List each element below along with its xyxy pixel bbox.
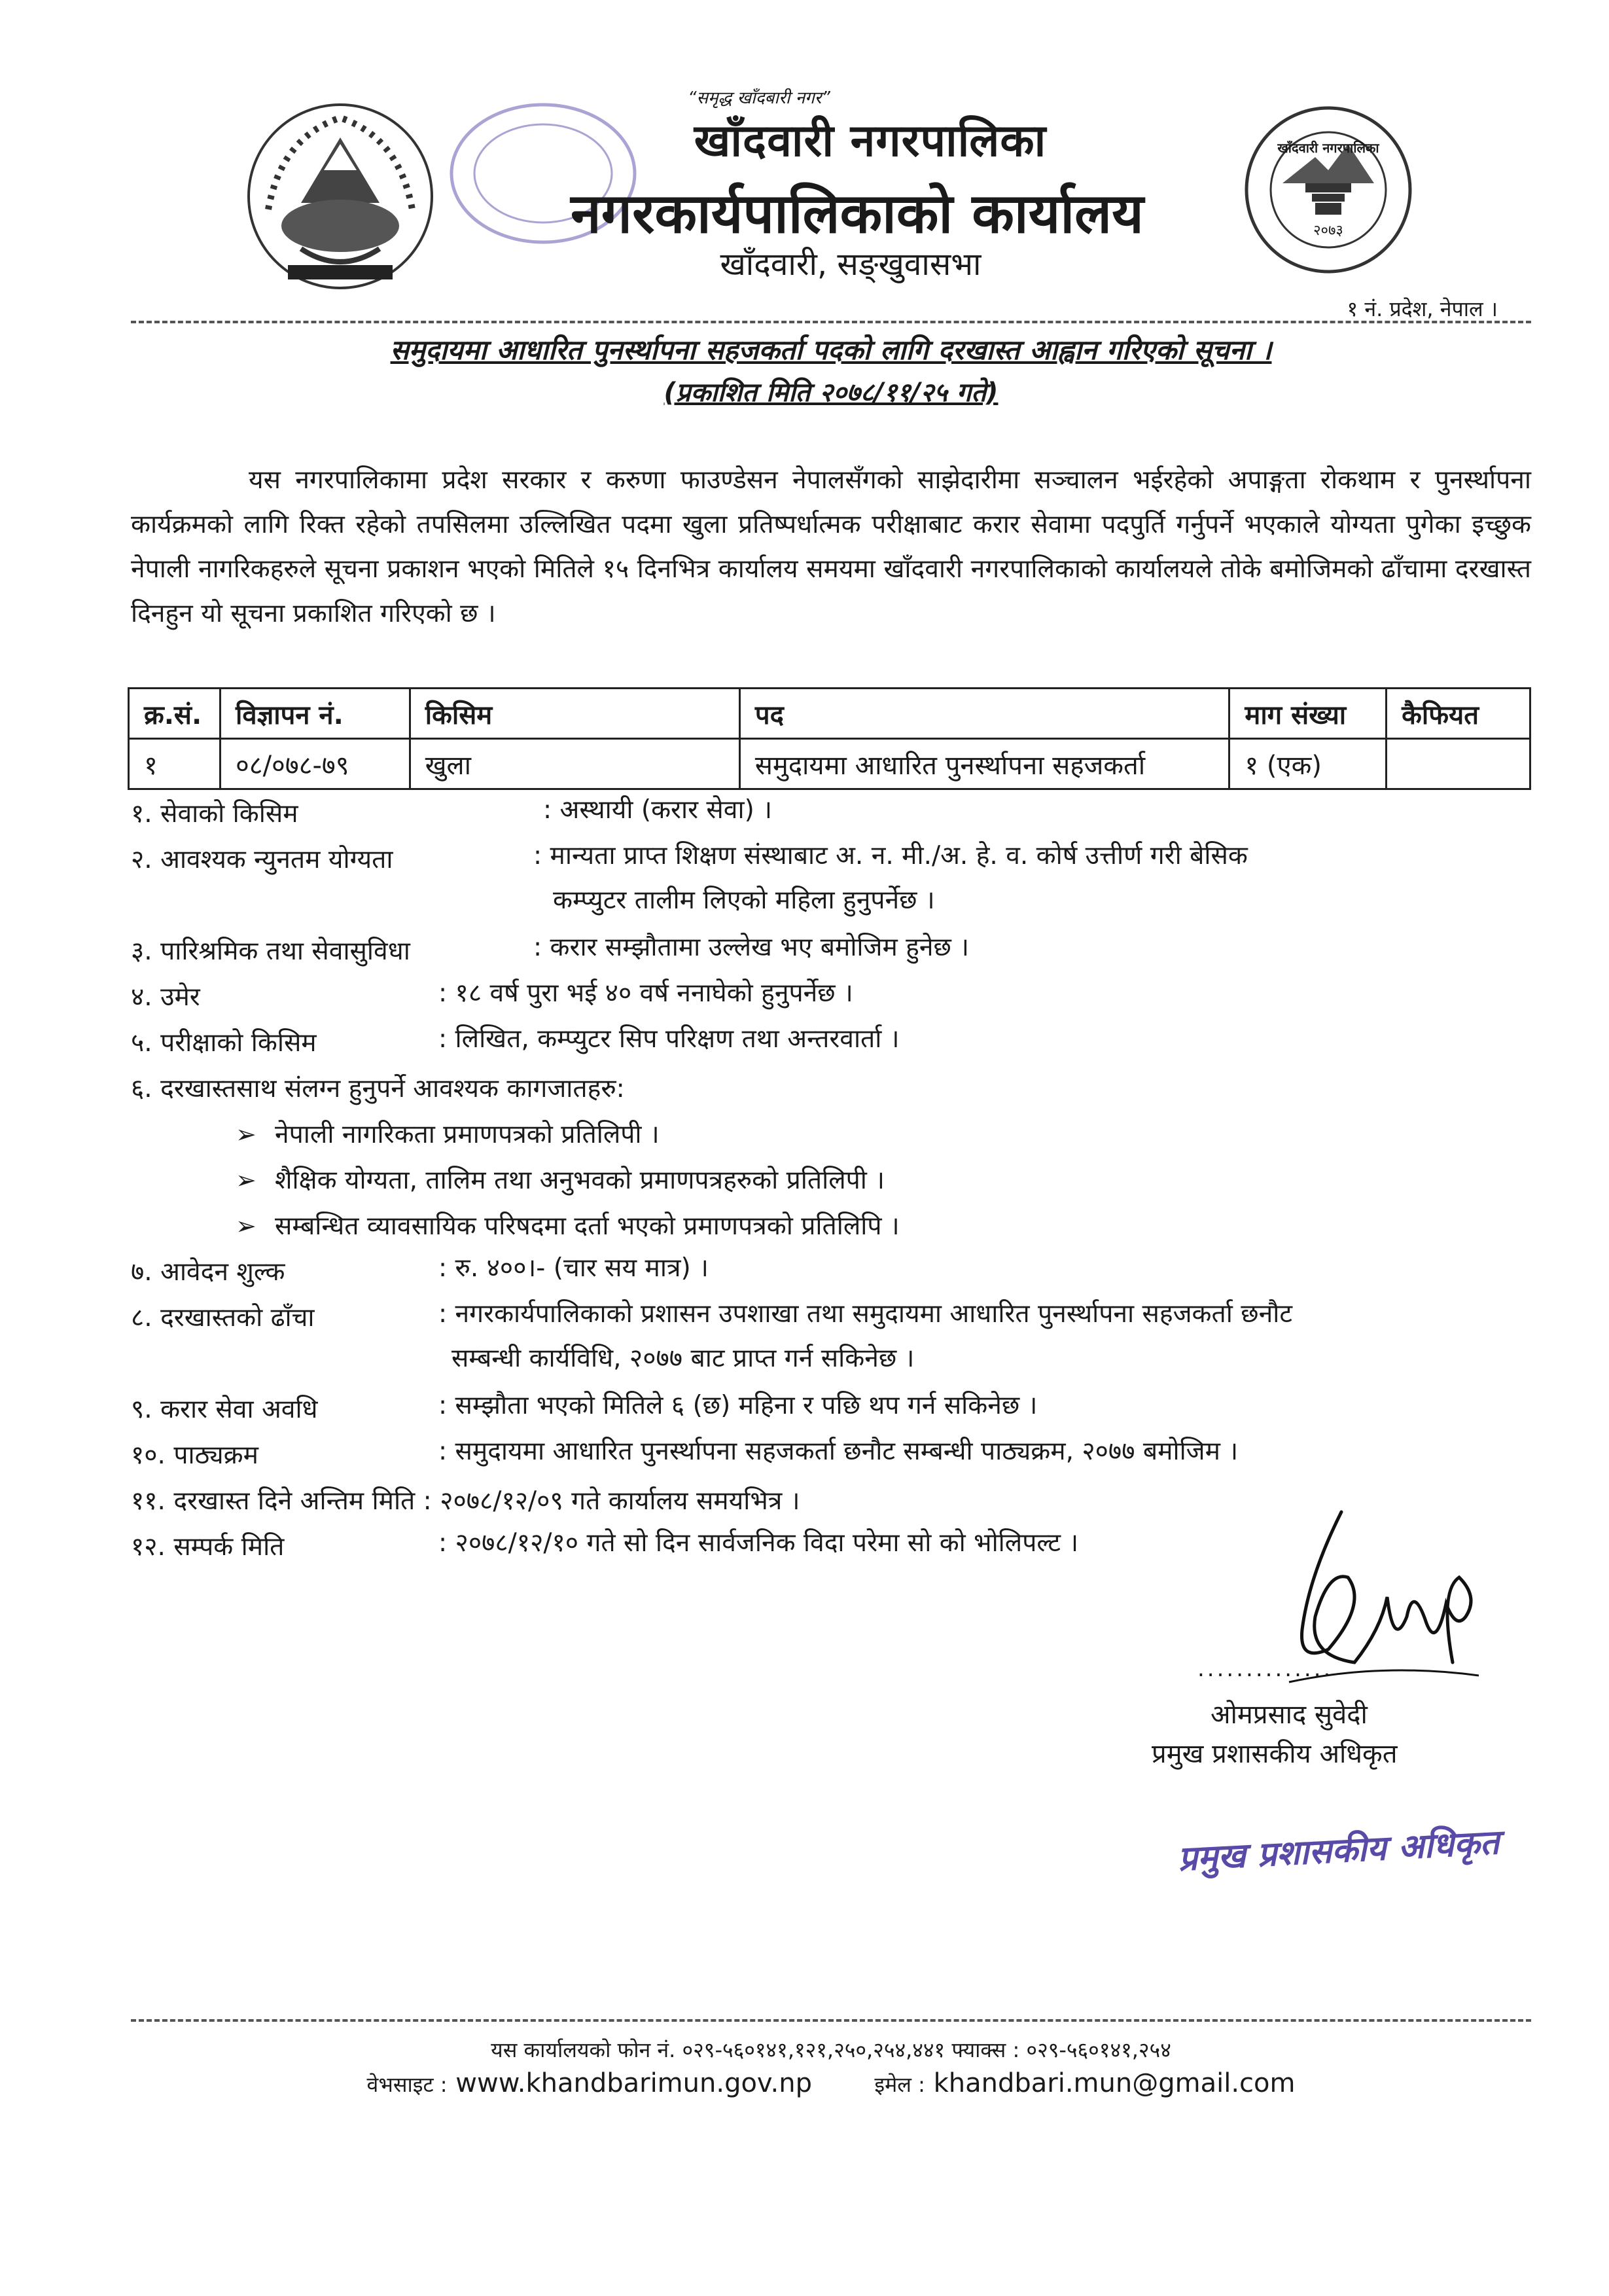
officer-stamp: प्रमुख प्रशासकीय अधिकृत xyxy=(1176,1823,1500,1879)
item-8-value-cont: सम्बन्धी कार्यविधि, २०७७ बाट प्राप्त गर्न सकिनेछ । xyxy=(451,1344,915,1373)
province-label: १ नं. प्रदेश, नेपाल । xyxy=(1347,296,1498,321)
email-link[interactable]: khandbari.mun@gmail.com xyxy=(933,2068,1296,2098)
logo-year: २०७३ xyxy=(1313,223,1343,239)
col-remarks: कैफियत xyxy=(1387,689,1530,739)
office-location: खाँदवारी, सङ्‌खुवासभा xyxy=(720,246,981,283)
municipality-logo xyxy=(1243,105,1413,275)
item-1-label: १. सेवाको किसिम xyxy=(131,799,298,829)
table-row xyxy=(129,739,1530,789)
item-12-value: : २०७८/१२/१० गते सो दिन सार्वजनिक विदा परेमा सो को भोलिपल्ट । xyxy=(438,1528,1079,1558)
cell-serial: १ xyxy=(129,739,221,789)
item-4-value: : १८ वर्ष पुरा भई ४० वर्ष ननाघेको हुनुपर्नेछ । xyxy=(438,978,853,1008)
website-label: वेभसाइट : xyxy=(366,2072,448,2097)
doc-item: ➢ सम्बन्धित व्यावसायिक परिषदमा दर्ता भएको प्रमाणपत्रको प्रतिलिपि । xyxy=(236,1211,900,1241)
cell-post: समुदायमा आधारित पुनर्स्थापना सहजकर्ता xyxy=(739,739,1229,789)
item-1-value: : अस्थायी (करार सेवा) । xyxy=(543,795,772,825)
cell-demand: १ (एक) xyxy=(1229,739,1387,789)
footer-contact: यस कार्यालयको फोन नं. ०२९-५६०१४१,१२१,२५०,२५४,४४१ फ्याक्स : ०२९-५६०१४१,२५४ xyxy=(491,2037,1171,2062)
item-9-value: : सम्झौता भएको मितिले ६ (छ) महिना र पछि थप गर्न सकिनेछ । xyxy=(438,1391,1038,1420)
item-2-value: : मान्यता प्राप्त शिक्षण संस्थाबाट अ. न. मी./अ. हे. व. कोर्ष उत्तीर्ण गरी बेसिक xyxy=(533,841,1248,870)
footer-divider xyxy=(131,2019,1531,2022)
table-header-row xyxy=(129,689,1530,739)
doc-item: ➢ नेपाली नागरिकता प्रमाणपत्रको प्रतिलिपी । xyxy=(236,1120,660,1149)
item-5-value: : लिखित, कम्प्युटर सिप परिक्षण तथा अन्तरवार्ता । xyxy=(438,1024,900,1054)
item-8-value: : नगरकार्यपालिकाको प्रशासन उपशाखा तथा समुदायमा आधारित पुनर्स्थापना सहजकर्ता छनौट xyxy=(438,1299,1292,1329)
item-2-label: २. आवश्यक न्युनतम योग्यता xyxy=(131,845,393,874)
header-divider xyxy=(131,321,1531,323)
nepal-emblem-logo xyxy=(242,98,438,295)
doc-item: ➢ शैक्षिक योग्यता, तालिम तथा अनुभवको प्रमाणपत्रहरुको प्रतिलिपी । xyxy=(236,1166,885,1195)
item-7-value: : रु. ४००।- (चार सय मात्र) । xyxy=(438,1253,709,1283)
cell-remarks xyxy=(1387,739,1530,789)
signatory-title: प्रमुख प्रशासकीय अधिकृत xyxy=(1152,1739,1398,1769)
item-10-value: : समुदायमा आधारित पुनर्स्थापना सहजकर्ता छनौट सम्बन्धी पाठ्यक्रम, २०७७ बमोजिम । xyxy=(438,1437,1239,1466)
published-date: (प्रकाशित मिति २०७८/११/२५ गते) xyxy=(663,378,999,408)
cell-type: खुला xyxy=(410,739,739,789)
website-link[interactable]: www.khandbarimun.gov.np xyxy=(455,2068,812,2098)
municipality-name: खाँदवारी नगरपालिका xyxy=(694,115,1047,167)
footer-web-email xyxy=(131,2068,1531,2098)
notice-intro: यस नगरपालिकामा प्रदेश सरकार र करुणा फाउण्डेसन नेपालसँगको साझेदारीमा सञ्चालन भईरहेको अपाङ्गता रोकथाम र पुनर्स्थापना कार्यक्रमको लागि रिक्त रहेको तपसिलमा उल्लिखित पदमा खुला प्रतिष्पर्धात्मक परीक्षाबाट करार सेवामा पदपुर्ति गर्नुपर्ने भएकाले योग्यता पुगेका इच्छुक नेपाली नागरिकहरुले सूचना प्रकाशन भएको मितिले १५ दिनभित्र कार्यालय समयमा खाँदवारी नगरपालिकाको कार्यालयले तोके बमोजिमको ढाँचामा दरखास्त दिनहुन यो सूचना प्रकाशित गरिएको छ । xyxy=(131,465,1531,628)
cell-ad-number: ०८/०७८-७९ xyxy=(220,739,410,789)
arrow-bullet-icon: ➢ xyxy=(236,1211,256,1240)
item-9-label: ९. करार सेवा अवधि xyxy=(131,1395,318,1424)
item-4-label: ४. उमेर xyxy=(131,982,200,1012)
item-3-label: ३. पारिश्रमिक तथा सेवासुविधा xyxy=(131,937,410,966)
notice-title: समुदायमा आधारित पुनर्स्थापना सहजकर्ता पदको लागि दरखास्त आह्वान गरिएको सूचना । xyxy=(390,334,1272,366)
item-2-value-cont: कम्प्युटर तालीम लिएको महिला हुनुपर्नेछ । xyxy=(553,886,935,915)
signature-line: .............. xyxy=(1197,1656,1334,1682)
col-post: पद xyxy=(739,689,1229,739)
item-12-label: १२. सम्पर्क मिति xyxy=(131,1532,285,1562)
email-label: इमेल : xyxy=(874,2072,925,2097)
col-ad-number: विज्ञापन नं. xyxy=(220,689,410,739)
col-serial: क्र.सं. xyxy=(129,689,221,739)
item-11-label: ११. दरखास्त दिने अन्तिम मिति : २०७८/१२/०९ गते कार्यालय समयभित्र । xyxy=(131,1486,800,1516)
col-demand: माग संख्या xyxy=(1229,689,1387,739)
arrow-bullet-icon: ➢ xyxy=(236,1120,256,1149)
office-name: नगरकार्यपालिकाको कार्यालय xyxy=(571,181,1144,245)
col-type: किसिम xyxy=(410,689,739,739)
item-5-label: ५. परीक्षाको किसिम xyxy=(131,1028,317,1058)
item-6-label: ६. दरखास्तसाथ संलग्न हुनुपर्ने आवश्यक कागजातहरु: xyxy=(131,1074,625,1103)
arrow-bullet-icon: ➢ xyxy=(236,1166,256,1194)
signatory-name: ओमप्रसाद सुवेदी xyxy=(1211,1700,1368,1730)
item-7-label: ७. आवेदन शुल्क xyxy=(131,1257,285,1287)
slogan: “समृद्ध खाँदबारी नगर” xyxy=(688,88,830,108)
item-3-value: : करार सम्झौतामा उल्लेख भए बमोजिम हुनेछ । xyxy=(533,933,970,962)
logo-ring-text: खाँदवारी नगरपालिका xyxy=(1277,140,1379,156)
item-10-label: १०. पाठ्यक्रम xyxy=(131,1441,258,1470)
item-8-label: ८. दरखास्तको ढाँचा xyxy=(131,1303,315,1333)
vacancy-table xyxy=(128,687,1531,790)
